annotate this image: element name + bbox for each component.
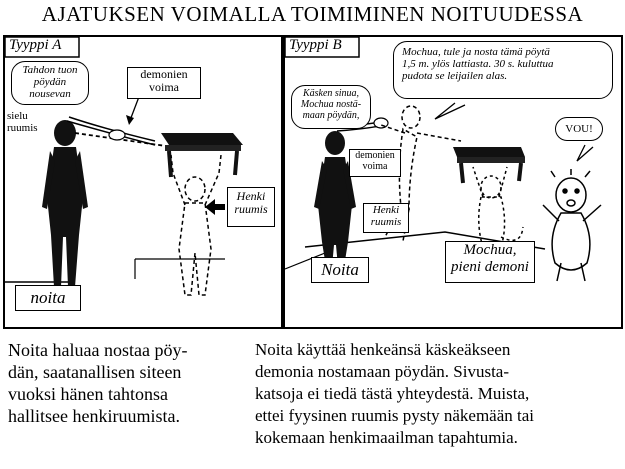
speech-line: Mochua, tule ja nosta tämä pöytä [402,46,550,58]
caption-line: vuoksi hänen tahtonsa [8,384,168,404]
caption-line: dän, saatanallisen siteen [8,362,182,382]
demon-power-line: voima [149,80,179,95]
witch-figure [42,120,88,296]
spirit-body-line: ruumis [370,216,402,229]
caption-left [8,339,187,427]
caption-line: Noita käyttää henkeänsä käskeäkseen [255,340,511,359]
thought-line: Tahdon tuon [22,64,78,76]
witch-speech-bubble [393,41,613,99]
witch-command-bubble [291,85,371,129]
thought-line: pöydän [33,76,67,89]
caption-line: hallitsee henkiruumista. [8,406,180,426]
table [453,147,525,183]
spirit-body-label [363,203,409,233]
demon-label-line: pieni demoni [451,258,529,275]
panel-type-b [283,35,623,329]
demon-label [445,241,535,283]
caption-line: demonia nostamaan pöydän. Sivusta- [255,362,510,381]
caption-line: katsoja ei tiedä tästä yhteydestä. Muista, [255,384,530,403]
demon-power-line: demonien [140,67,188,81]
demon-label-line: Mochua, [463,242,517,258]
onlooker-exclamation: VOU! [555,117,603,141]
panel-b-label: Tyyppi B [289,37,342,53]
soul-body-label [7,111,38,134]
onlooker-figure [543,169,601,281]
command-line: Käsken sinua, [302,88,360,99]
panel-type-a [3,35,283,329]
demon-power-label [349,149,401,177]
caption-line: kokemaan henkimaailman tapahtumia. [255,428,518,447]
caption-line: Noita haluaa nostaa pöy- [8,340,188,360]
caption-line: ettei fyysinen ruumis pysty näkemään tai [255,406,535,425]
panel-a-label: Tyyppi A [9,37,62,53]
caption-right [255,339,534,449]
demon-power-line: demonien [355,150,395,161]
spirit-body-line: Henki [372,204,400,216]
thought-line: nousevan [29,88,71,101]
spirit-body-line: ruumis [234,202,268,217]
demon-power-label [127,67,201,99]
speech-line: 1,5 m. ylös lattiasta. 30 s. kuluttua [402,58,554,71]
speech-line: pudota se leijailen alas. [402,70,508,83]
soul-rope [67,117,173,147]
soul-label-line: ruumis [7,121,38,134]
command-line: Mochua nostä- [300,99,362,110]
command-line: maan pöydän, [302,110,360,121]
witch-thought-bubble [11,61,89,105]
demon-power-line: voima [362,161,388,172]
spirit-body-line: Henki [236,189,266,203]
page-title: AJATUKSEN VOIMALLA TOIMIMINEN NOITUUDESSA [41,2,584,26]
soul-label-line: sielu [7,110,28,122]
spirit-body-figure [171,155,221,295]
witch-label: Noita [311,257,369,283]
witch-label: noita [15,285,81,311]
spirit-body-label [227,187,275,227]
